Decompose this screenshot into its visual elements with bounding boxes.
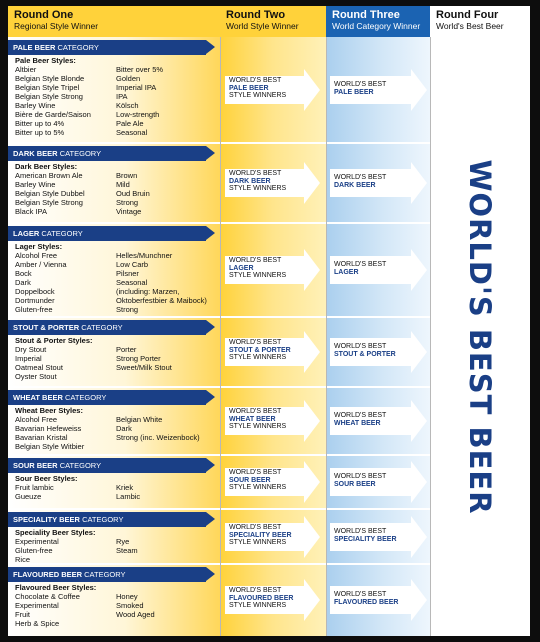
style-item: Oatmeal Stout (15, 363, 63, 372)
style-item: (including: Marzen, (116, 287, 180, 296)
round-two-label (229, 469, 286, 492)
round-two-label (229, 524, 292, 547)
worlds-best-line: WORLD'S BEST (229, 408, 282, 415)
round-three-arrow (330, 579, 428, 621)
style-item: Dark (15, 278, 31, 287)
round-two-label (229, 77, 286, 100)
round-three-arrow (330, 162, 428, 204)
style-item: Herb & Spice (15, 619, 60, 628)
styles-label: Lager Styles: (15, 242, 63, 251)
round-three-category: LAGER (334, 268, 359, 276)
style-item: Imperial (15, 354, 42, 363)
round-three-arrow (330, 331, 428, 373)
category-suffix: CATEGORY (59, 461, 102, 470)
style-item: IPA (116, 92, 128, 101)
style-item: Gluten-free (15, 546, 53, 555)
style-item: Strong (116, 305, 139, 314)
round-two-category: DARK BEER (229, 177, 271, 185)
category-section (8, 564, 430, 636)
style-item: Kölsch (116, 101, 139, 110)
styles-label: Stout & Porter Styles: (15, 336, 93, 345)
category-suffix: CATEGORY (64, 393, 107, 402)
round-two-arrow (225, 69, 320, 111)
round-one-title: Round One (14, 9, 74, 21)
style-item: Oud Bruin (116, 189, 150, 198)
round-three-label (334, 591, 398, 606)
style-item: Belgian White (116, 415, 163, 424)
round-two-label (229, 587, 293, 610)
round-two-arrow (225, 579, 320, 621)
round-four-header (430, 6, 530, 37)
round-two-label (229, 257, 286, 280)
round-two-category: SPECIALITY BEER (229, 531, 292, 539)
style-winners-line: STYLE WINNERS (229, 272, 287, 279)
round-two-category: STOUT & PORTER (229, 346, 291, 354)
round-three-arrow (330, 249, 428, 291)
style-item: Pale Ale (116, 119, 144, 128)
round-three-header (326, 6, 430, 37)
round-three-label (334, 528, 397, 543)
worlds-best-line: WORLD'S BEST (334, 261, 387, 268)
category-name: SPECIALITY BEER (13, 515, 80, 524)
round-three-subtitle: World Category Winner (332, 21, 421, 31)
style-item: Amber / Vienna (15, 260, 67, 269)
round-two-label (229, 408, 286, 431)
worlds-best-line: WORLD'S BEST (334, 591, 387, 598)
style-item: Low-strength (116, 110, 160, 119)
category-name: SOUR BEER (13, 461, 58, 470)
style-item: Vintage (116, 207, 142, 216)
category-section (8, 317, 430, 387)
category-suffix: CATEGORY (81, 323, 123, 332)
round-two-label (229, 170, 286, 193)
style-item: Oktoberfestbier & Maibock) (116, 296, 207, 305)
category-section (8, 37, 430, 143)
round-three-arrow (330, 69, 428, 111)
style-item: Belgian Style Dubbel (15, 189, 85, 198)
category-section (8, 143, 430, 223)
style-item: Kriek (116, 483, 134, 492)
style-item: Strong (inc. Weizenbock) (116, 433, 200, 442)
round-two-arrow (225, 331, 320, 373)
round-two-category: LAGER (229, 264, 254, 272)
style-item: Bitter over 5% (116, 65, 164, 74)
style-item: Bitter up to 4% (15, 119, 65, 128)
styles-label: Flavoured Beer Styles: (15, 583, 97, 592)
round-two-label (229, 339, 291, 362)
style-winners-line: STYLE WINNERS (229, 185, 287, 192)
category-name: PALE BEER (13, 43, 56, 52)
category-name: WHEAT BEER (13, 393, 63, 402)
style-winners-line: STYLE WINNERS (229, 423, 287, 430)
style-item: Porter (116, 345, 137, 354)
worlds-best-line: WORLD'S BEST (334, 343, 387, 350)
style-item: Rye (116, 537, 130, 546)
round-two-arrow (225, 162, 320, 204)
style-item: Dark (116, 424, 132, 433)
round-three-arrow (330, 516, 428, 558)
style-item: Pilsner (116, 269, 139, 278)
style-item: Bock (15, 269, 32, 278)
style-item: Wood Aged (116, 610, 155, 619)
round-three-title: Round Three (332, 9, 400, 21)
style-item: Belgian Style Blonde (15, 74, 85, 83)
worlds-best-line: WORLD'S BEST (229, 257, 282, 264)
round-three-category: PALE BEER (334, 88, 374, 96)
round-one-subtitle: Regional Style Winner (14, 21, 99, 31)
style-item: Honey (116, 592, 138, 601)
round-two-category: SOUR BEER (229, 476, 271, 484)
styles-label: Pale Beer Styles: (15, 56, 76, 65)
style-item: Dortmunder (15, 296, 55, 305)
category-suffix: CATEGORY (82, 515, 124, 524)
style-winners-line: STYLE WINNERS (229, 92, 287, 99)
style-item: Belgian Style Tripel (15, 83, 80, 92)
round-two-arrow (225, 249, 320, 291)
round-one-header (8, 6, 220, 37)
style-item: Bière de Garde/Saison (15, 110, 91, 119)
round-two-subtitle: World Style Winner (226, 21, 299, 31)
style-winners-line: STYLE WINNERS (229, 602, 287, 609)
style-item: Belgian Style Strong (15, 198, 83, 207)
style-item: American Brown Ale (15, 171, 83, 180)
worlds-best-line: WORLD'S BEST (334, 473, 387, 480)
worlds-best-beer-banner (430, 37, 530, 636)
round-three-category: SOUR BEER (334, 480, 376, 488)
worlds-best-line: WORLD'S BEST (229, 587, 282, 594)
worlds-best-line: WORLD'S BEST (334, 528, 387, 535)
style-item: Sweet/Milk Stout (116, 363, 172, 372)
category-arrow (8, 512, 206, 527)
category-name: STOUT & PORTER (13, 323, 80, 332)
style-item: Seasonal (116, 278, 148, 287)
category-arrow (8, 390, 206, 405)
round-three-category: WHEAT BEER (334, 419, 381, 427)
style-winners-line: STYLE WINNERS (229, 539, 287, 546)
worlds-best-line: WORLD'S BEST (229, 339, 282, 346)
style-winners-line: STYLE WINNERS (229, 354, 287, 361)
worlds-best-line: WORLD'S BEST (334, 412, 387, 419)
round-three-label (334, 343, 396, 358)
category-section (8, 509, 430, 564)
category-section (8, 455, 430, 509)
style-item: Altbier (15, 65, 37, 74)
style-item: Strong (116, 198, 139, 207)
style-item: Doppelbock (15, 287, 55, 296)
category-arrow (8, 567, 206, 582)
styles-label: Wheat Beer Styles: (15, 406, 83, 415)
round-three-label (334, 81, 386, 96)
style-item: Gueuze (15, 492, 42, 501)
style-item: Low Carb (116, 260, 149, 269)
worlds-best-line: WORLD'S BEST (229, 469, 282, 476)
round-two-category: FLAVOURED BEER (229, 594, 294, 602)
style-item: Rice (15, 555, 31, 564)
round-four-subtitle: World's Best Beer (436, 21, 504, 31)
styles-label: Dark Beer Styles: (15, 162, 78, 171)
worlds-best-line: WORLD'S BEST (334, 174, 387, 181)
style-item: Bavarian Kristal (15, 433, 68, 442)
style-item: Belgian Style Witbier (15, 442, 85, 451)
category-suffix: CATEGORY (41, 229, 83, 238)
style-item: Gluten-free (15, 305, 53, 314)
category-arrow (8, 146, 206, 161)
style-item: Experimental (15, 601, 59, 610)
style-item: Bavarian Hefeweiss (15, 424, 82, 433)
style-item: Barley Wine (15, 101, 56, 110)
round-three-category: STOUT & PORTER (334, 350, 396, 358)
style-item: Barley Wine (15, 180, 56, 189)
round-three-label (334, 473, 386, 488)
round-two-header (220, 6, 326, 37)
round-three-category: DARK BEER (334, 181, 376, 189)
round-three-category: FLAVOURED BEER (334, 598, 399, 606)
style-item: Experimental (15, 537, 59, 546)
style-item: Golden (116, 74, 141, 83)
round-two-title: Round Two (226, 9, 286, 21)
style-item: Lambic (116, 492, 141, 501)
round-two-arrow (225, 516, 320, 558)
style-item: Helles/Munchner (116, 251, 173, 260)
style-item: Alcohol Free (15, 415, 58, 424)
style-item: Bitter up to 5% (15, 128, 65, 137)
round-three-category: SPECIALITY BEER (334, 535, 397, 543)
style-item: Belgian Style Strong (15, 92, 83, 101)
round-two-category: WHEAT BEER (229, 415, 276, 423)
round-two-arrow (225, 400, 320, 442)
round-three-label (334, 261, 386, 276)
worlds-best-line: WORLD'S BEST (229, 524, 282, 531)
round-three-label (334, 412, 386, 427)
category-suffix: CATEGORY (59, 149, 102, 158)
style-item: Oyster Stout (15, 372, 57, 381)
worlds-best-line: WORLD'S BEST (229, 77, 282, 84)
worlds-best-beer-text: WORLD'S BEST BEER (463, 158, 497, 515)
category-suffix: CATEGORY (84, 570, 126, 579)
styles-label: Sour Beer Styles: (15, 474, 78, 483)
worlds-best-line: WORLD'S BEST (229, 170, 282, 177)
styles-label: Speciality Beer Styles: (15, 528, 96, 537)
category-name: FLAVOURED BEER (13, 570, 83, 579)
style-item: Black IPA (15, 207, 47, 216)
round-four-title: Round Four (436, 9, 499, 21)
competition-chart (8, 6, 530, 636)
style-item: Fruit lambic (15, 483, 54, 492)
style-item: Steam (116, 546, 138, 555)
style-item: Fruit (15, 610, 30, 619)
category-name: LAGER (13, 229, 40, 238)
round-two-arrow (225, 461, 320, 503)
worlds-best-line: WORLD'S BEST (334, 81, 387, 88)
round-two-category: PALE BEER (229, 84, 269, 92)
style-item: Dry Stout (15, 345, 47, 354)
category-section (8, 223, 430, 317)
category-name: DARK BEER (13, 149, 58, 158)
round-three-label (334, 174, 386, 189)
style-item: Seasonal (116, 128, 148, 137)
category-arrow (8, 40, 206, 55)
round-three-arrow (330, 400, 428, 442)
style-item: Chocolate & Coffee (15, 592, 80, 601)
category-suffix: CATEGORY (57, 43, 99, 52)
category-section (8, 387, 430, 455)
style-item: Alcohol Free (15, 251, 58, 260)
category-arrow (8, 226, 206, 241)
round-three-arrow (330, 461, 428, 503)
style-item: Smoked (116, 601, 144, 610)
style-winners-line: STYLE WINNERS (229, 484, 287, 491)
style-item: Strong Porter (116, 354, 161, 363)
style-item: Mild (116, 180, 130, 189)
category-arrow (8, 320, 206, 335)
style-item: Brown (116, 171, 138, 180)
category-arrow (8, 458, 206, 473)
style-item: Imperial IPA (116, 83, 157, 92)
